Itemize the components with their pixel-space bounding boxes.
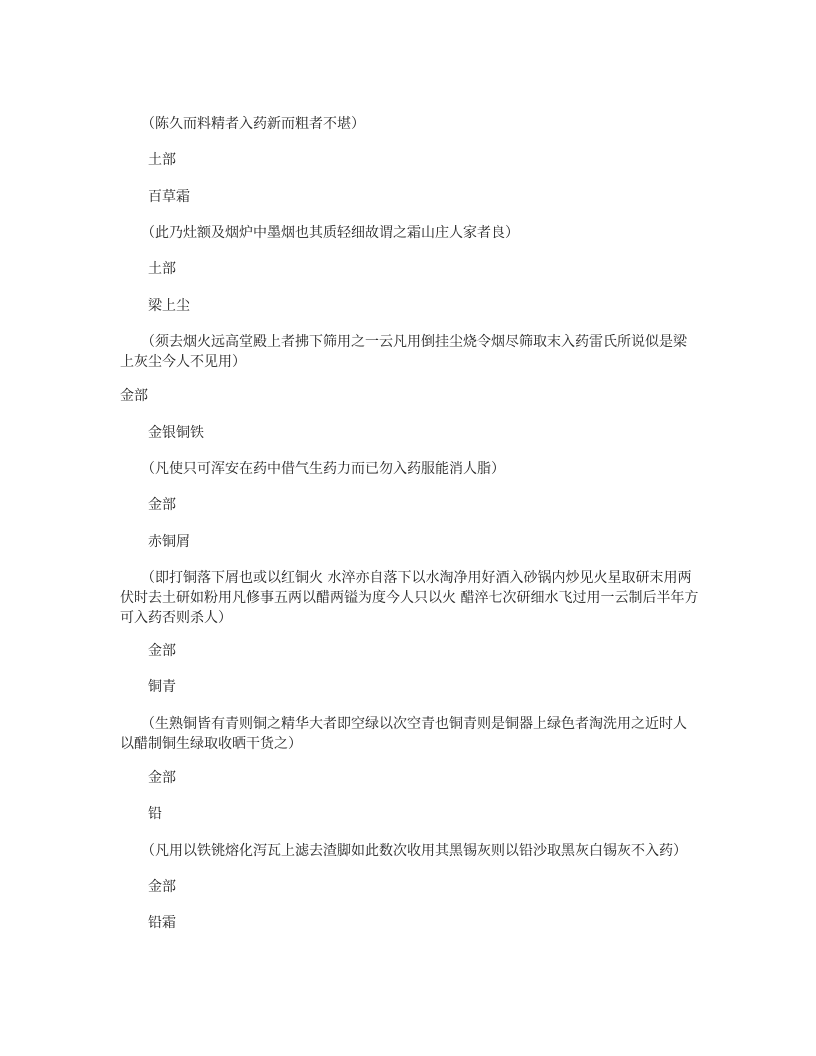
paragraph: （凡用以铁铫熔化泻瓦上滤去渣脚如此数次收用其黑锡灰则以铅沙取黑灰白锡灰不入药） [120,843,687,859]
section-heading: 金部 [120,388,148,404]
paragraph: （生熟铜皆有青则铜之精华大者即空绿以次空青也铜青则是铜器上绿色者淘洗用之近时人以醋制铜生绿取收晒干货之） [120,716,687,752]
paragraph: 铜青 [120,679,176,695]
paragraph: 赤铜屑 [120,534,190,550]
paragraph: 金部 [120,497,176,513]
paragraph: 土部 [120,261,176,277]
paragraph: （陈久而料精者入药新而粗者不堪） [120,116,365,132]
paragraph: 土部 [120,152,176,168]
paragraph: 铅 [120,806,162,822]
paragraph: （须去烟火远高堂殿上者拂下筛用之一云凡用倒挂尘烧令烟尽筛取末入药雷氏所说似是梁上灰尘今人不见用） [120,334,687,370]
paragraph: 金部 [120,643,176,659]
paragraph: 金部 [120,879,176,895]
paragraph: （即打铜落下屑也或以红铜火 水淬亦自落下以水淘净用好酒入砂锅内炒见火星取研末用两伏时去土研如粉用凡修事五两以醋两镒为度今人只以火 醋淬七次研细水飞过用一云制后半年方可入药否则杀人） [120,570,699,626]
paragraph: 百草霜 [120,189,190,205]
paragraph: 梁上尘 [120,298,190,314]
paragraph: （凡使只可浑安在药中借气生药力而已勿入药服能消人脂） [120,461,505,477]
paragraph: 金部 [120,770,176,786]
paragraph: 铅霜 [120,915,176,931]
paragraph: 金银铜铁 [120,425,204,441]
paragraph: （此乃灶额及烟炉中墨烟也其质轻细故谓之霜山庄人家者良） [120,225,519,241]
